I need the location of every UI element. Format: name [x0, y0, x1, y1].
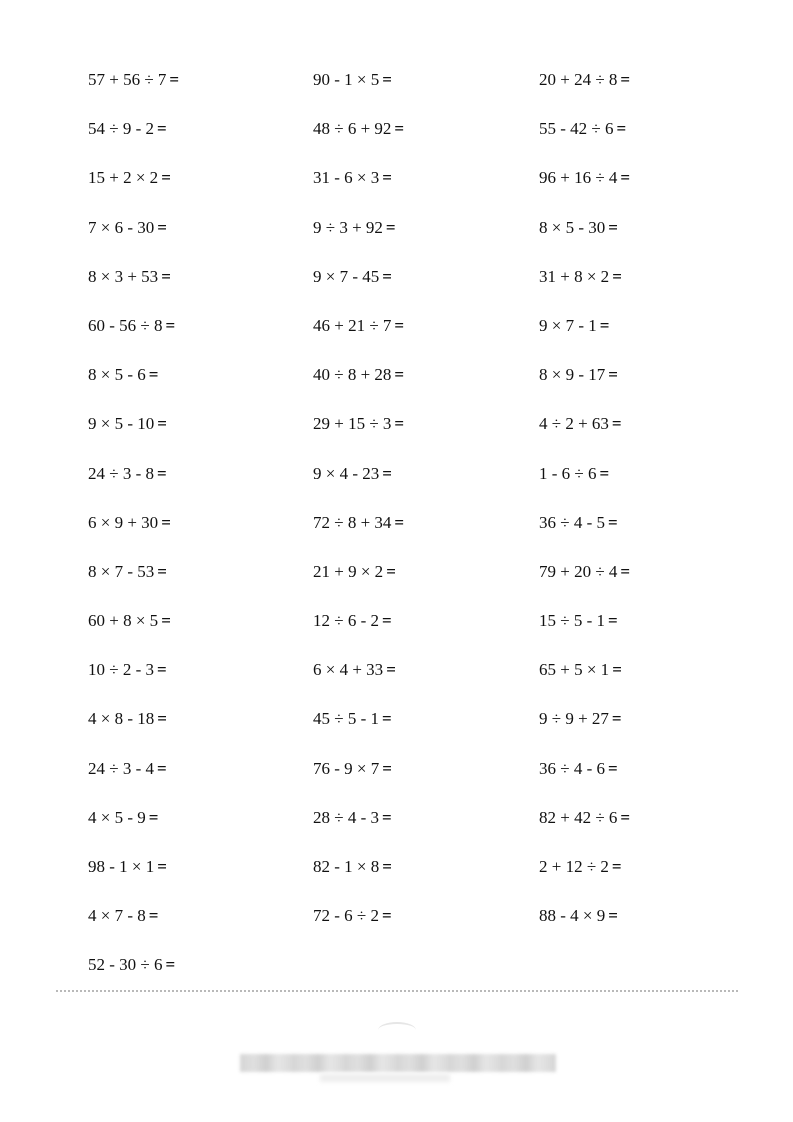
equals-sign: =	[382, 611, 392, 631]
problem-item	[313, 505, 539, 554]
expression: 31 + 8 × 2	[539, 266, 610, 286]
problem-item	[539, 898, 708, 947]
problem-item	[88, 259, 313, 308]
expression: 8 × 7 - 53	[88, 561, 155, 581]
problem-grid	[88, 62, 708, 997]
problem-item	[313, 406, 539, 455]
problem-item	[313, 111, 539, 160]
equals-sign: =	[161, 266, 171, 286]
expression: 60 + 8 × 5	[88, 611, 159, 631]
problem-item	[313, 357, 539, 406]
equals-sign: =	[612, 660, 622, 680]
equals-sign: =	[161, 512, 171, 532]
equals-sign: =	[608, 611, 618, 631]
equals-sign: =	[382, 463, 392, 483]
problem-item	[539, 652, 708, 701]
expression: 82 + 42 ÷ 6	[539, 807, 618, 827]
expression: 96 + 16 ÷ 4	[539, 168, 618, 188]
expression: 4 × 5 - 9	[88, 807, 146, 827]
problem-item	[88, 898, 313, 947]
dotted-divider	[56, 990, 738, 992]
equals-sign: =	[608, 512, 618, 532]
problem-item	[313, 259, 539, 308]
equals-sign: =	[382, 70, 392, 89]
expression: 36 ÷ 4 - 6	[539, 758, 605, 778]
problem-item	[539, 701, 708, 750]
equals-sign: =	[161, 168, 171, 188]
problem-item	[539, 456, 708, 505]
expression: 6 × 4 + 33	[313, 660, 384, 680]
expression: 10 ÷ 2 - 3	[88, 660, 154, 680]
expression: 7 × 6 - 30	[88, 217, 155, 237]
expression: 15 ÷ 5 - 1	[539, 611, 605, 631]
expression: 4 × 8 - 18	[88, 709, 155, 729]
expression: 8 × 9 - 17	[539, 365, 606, 385]
expression: 88 - 4 × 9	[539, 906, 606, 926]
problem-item	[539, 62, 708, 111]
equals-sign: =	[608, 365, 618, 385]
equals-sign: =	[157, 857, 167, 876]
expression: 90 - 1 × 5	[313, 70, 380, 89]
equals-sign: =	[382, 758, 392, 778]
expression: 45 ÷ 5 - 1	[313, 709, 379, 729]
problem-item	[313, 751, 539, 800]
expression: 24 ÷ 3 - 4	[88, 758, 154, 778]
equals-sign: =	[620, 807, 631, 827]
equals-sign: =	[165, 315, 176, 335]
equals-sign: =	[157, 414, 167, 434]
equals-sign: =	[382, 266, 392, 286]
problem-item	[88, 751, 313, 800]
expression: 72 ÷ 8 + 34	[313, 512, 392, 532]
expression: 9 × 7 - 1	[539, 315, 597, 335]
equals-sign: =	[148, 807, 159, 827]
equals-sign: =	[382, 709, 392, 729]
expression: 2 + 12 ÷ 2	[539, 857, 609, 876]
equals-sign: =	[157, 660, 167, 680]
expression: 60 - 56 ÷ 8	[88, 315, 163, 335]
problem-item	[539, 603, 708, 652]
problem-item	[313, 62, 539, 111]
expression: 98 - 1 × 1	[88, 857, 155, 876]
equals-sign: =	[385, 217, 396, 237]
equals-sign: =	[386, 660, 396, 680]
equals-sign: =	[157, 217, 167, 237]
problem-item	[88, 603, 313, 652]
problem-item	[539, 751, 708, 800]
blurred-footer-logo	[378, 1022, 416, 1038]
problem-item	[88, 308, 313, 357]
expression: 9 ÷ 9 + 27	[539, 709, 609, 729]
problem-item	[88, 849, 313, 898]
expression: 9 × 7 - 45	[313, 266, 380, 286]
problem-item	[539, 800, 708, 849]
problem-item	[313, 701, 539, 750]
problem-item	[88, 62, 313, 111]
problem-item	[313, 800, 539, 849]
equals-sign: =	[394, 414, 405, 434]
problem-item	[313, 652, 539, 701]
equals-sign: =	[161, 611, 171, 631]
expression: 8 × 5 - 6	[88, 365, 146, 385]
problem-item	[539, 554, 708, 603]
expression: 1 - 6 ÷ 6	[539, 463, 597, 483]
equals-sign: =	[382, 857, 392, 876]
expression: 4 ÷ 2 + 63	[539, 414, 609, 434]
expression: 8 × 5 - 30	[539, 217, 606, 237]
problem-item	[313, 210, 539, 259]
equals-sign: =	[611, 857, 622, 876]
expression: 48 ÷ 6 + 92	[313, 119, 392, 139]
problem-item	[88, 406, 313, 455]
expression: 57 + 56 ÷ 7	[88, 70, 167, 89]
equals-sign: =	[620, 561, 631, 581]
expression: 28 ÷ 4 - 3	[313, 807, 379, 827]
problem-item	[313, 603, 539, 652]
expression: 9 ÷ 3 + 92	[313, 217, 383, 237]
expression: 52 - 30 ÷ 6	[88, 955, 163, 975]
expression: 36 ÷ 4 - 5	[539, 512, 605, 532]
expression: 6 × 9 + 30	[88, 512, 159, 532]
expression: 79 + 20 ÷ 4	[539, 561, 618, 581]
problem-item	[313, 849, 539, 898]
problem-item	[88, 652, 313, 701]
equals-sign: =	[169, 70, 180, 89]
blurred-footer-text	[240, 1054, 556, 1072]
expression: 76 - 9 × 7	[313, 758, 380, 778]
equals-sign: =	[382, 168, 392, 188]
problem-item	[313, 308, 539, 357]
expression: 9 × 5 - 10	[88, 414, 155, 434]
equals-sign: =	[394, 119, 405, 139]
problem-item	[88, 111, 313, 160]
problem-item	[539, 259, 708, 308]
equals-sign: =	[608, 906, 618, 926]
problem-item	[539, 210, 708, 259]
equals-sign: =	[157, 463, 167, 483]
expression: 20 + 24 ÷ 8	[539, 70, 618, 89]
problem-item	[539, 357, 708, 406]
problem-item	[313, 554, 539, 603]
equals-sign: =	[608, 758, 618, 778]
problem-item	[88, 160, 313, 209]
problem-item	[313, 160, 539, 209]
equals-sign: =	[616, 119, 627, 139]
expression: 9 × 4 - 23	[313, 463, 380, 483]
problem-item	[539, 505, 708, 554]
equals-sign: =	[148, 365, 159, 385]
equals-sign: =	[608, 217, 618, 237]
expression: 46 + 21 ÷ 7	[313, 315, 392, 335]
equals-sign: =	[157, 561, 167, 581]
problem-item	[539, 849, 708, 898]
problem-item	[88, 800, 313, 849]
equals-sign: =	[382, 807, 392, 827]
equals-sign: =	[394, 315, 405, 335]
equals-sign: =	[611, 414, 622, 434]
problem-item	[539, 308, 708, 357]
problem-item	[88, 505, 313, 554]
equals-sign: =	[157, 758, 167, 778]
equals-sign: =	[386, 561, 396, 581]
problem-item	[539, 406, 708, 455]
problem-item	[88, 456, 313, 505]
problem-item	[313, 898, 539, 947]
problem-item	[88, 210, 313, 259]
problem-item	[88, 554, 313, 603]
expression: 12 ÷ 6 - 2	[313, 611, 379, 631]
expression: 29 + 15 ÷ 3	[313, 414, 392, 434]
problem-item	[539, 160, 708, 209]
expression: 31 - 6 × 3	[313, 168, 380, 188]
expression: 4 × 7 - 8	[88, 906, 146, 926]
equals-sign: =	[157, 119, 167, 139]
equals-sign: =	[394, 365, 405, 385]
expression: 21 + 9 × 2	[313, 561, 384, 581]
equals-sign: =	[599, 315, 610, 335]
expression: 54 ÷ 9 - 2	[88, 119, 154, 139]
equals-sign: =	[599, 463, 610, 483]
equals-sign: =	[620, 70, 631, 89]
equals-sign: =	[148, 906, 159, 926]
expression: 55 - 42 ÷ 6	[539, 119, 614, 139]
problem-item	[539, 111, 708, 160]
blurred-footer-subtext	[320, 1074, 450, 1082]
problem-item	[313, 456, 539, 505]
equals-sign: =	[620, 168, 631, 188]
expression: 15 + 2 × 2	[88, 168, 159, 188]
equals-sign: =	[394, 512, 405, 532]
equals-sign: =	[382, 906, 392, 926]
expression: 8 × 3 + 53	[88, 266, 159, 286]
expression: 82 - 1 × 8	[313, 857, 380, 876]
expression: 72 - 6 ÷ 2	[313, 906, 379, 926]
expression: 40 ÷ 8 + 28	[313, 365, 392, 385]
equals-sign: =	[611, 709, 622, 729]
problem-item	[88, 701, 313, 750]
problem-item	[88, 357, 313, 406]
expression: 24 ÷ 3 - 8	[88, 463, 154, 483]
equals-sign: =	[157, 709, 167, 729]
equals-sign: =	[165, 955, 176, 975]
expression: 65 + 5 × 1	[539, 660, 610, 680]
equals-sign: =	[612, 266, 622, 286]
